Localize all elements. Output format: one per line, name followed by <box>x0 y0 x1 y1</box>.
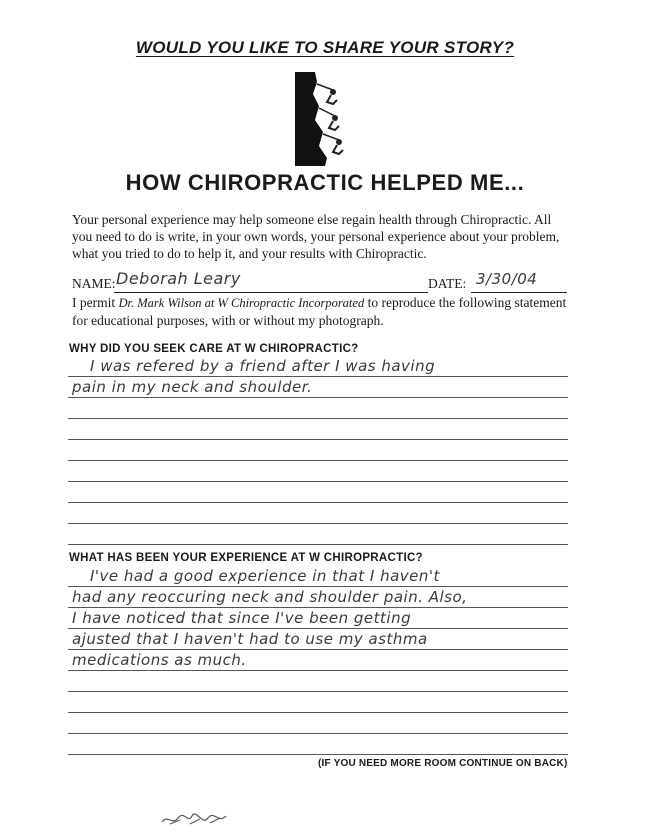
answer-1-line <box>68 376 568 377</box>
permission-statement <box>72 294 567 329</box>
answer-1-text[interactable]: I was refered by a friend after I was having <box>90 357 436 375</box>
name-label: NAME: <box>72 276 116 291</box>
name-field-line <box>114 292 428 293</box>
answer-2-line <box>68 586 568 587</box>
question-1-label: WHY DID YOU SEEK CARE AT W CHIROPRACTIC? <box>69 343 359 355</box>
continue-note: (IF YOU NEED MORE ROOM CONTINUE ON BACK) <box>318 758 568 769</box>
permission-prefix: I permit <box>72 295 119 310</box>
answer-2-line <box>68 649 568 650</box>
page-title: HOW CHIROPRACTIC HELPED ME... <box>125 170 525 195</box>
date-label: DATE: <box>428 276 467 291</box>
answer-1-line <box>68 502 568 503</box>
date-field-line <box>471 292 567 293</box>
answer-2-text[interactable]: medications as much. <box>72 651 247 669</box>
answer-1-line <box>68 397 568 398</box>
answer-1-line <box>68 481 568 482</box>
answer-2-text[interactable]: I've had a good experience in that I haven't <box>90 567 440 585</box>
answer-1-line <box>68 418 568 419</box>
answer-2-text[interactable]: had any reoccuring neck and shoulder pain. Also, <box>72 588 468 606</box>
answer-2-line <box>68 712 568 713</box>
handwritten-scribble <box>160 808 230 830</box>
answer-1-line <box>68 460 568 461</box>
form-header <box>0 38 650 58</box>
answer-2-line <box>68 733 568 734</box>
answer-2-line <box>68 754 568 755</box>
climber-illustration <box>293 72 353 166</box>
intro-paragraph: Your personal experience may help someone else regain health through Chiropractic. All you need to do is write, in your own words, your personal experience about your problem, what you tried to do to help it, and your results with Chiropractic. <box>72 212 560 261</box>
answer-2-text[interactable]: ajusted that I haven't had to use my asthma <box>72 630 428 648</box>
permission-suffix: to reproduce the following statement for educational purposes, with or without my photograph. <box>72 295 567 328</box>
answer-2-line <box>68 691 568 692</box>
answer-1-text[interactable]: pain in my neck and shoulder. <box>72 378 313 396</box>
answer-2-line <box>68 670 568 671</box>
question-2-label: WHAT HAS BEEN YOUR EXPERIENCE AT W CHIROPRACTIC? <box>69 552 423 564</box>
date-field-value[interactable]: 3/30/04 <box>476 270 538 288</box>
answer-2-line <box>68 628 568 629</box>
name-field-value[interactable]: Deborah Leary <box>116 269 241 288</box>
answer-2-line <box>68 607 568 608</box>
answer-1-line <box>68 523 568 524</box>
answer-2-text[interactable]: I have noticed that since I've been getting <box>72 609 412 627</box>
answer-1-line <box>68 544 568 545</box>
form-header-text: WOULD YOU LIKE TO SHARE YOUR STORY? <box>135 38 515 57</box>
permission-doctor: Dr. Mark Wilson at W Chiropractic Incorporated <box>118 296 365 310</box>
answer-1-line <box>68 439 568 440</box>
